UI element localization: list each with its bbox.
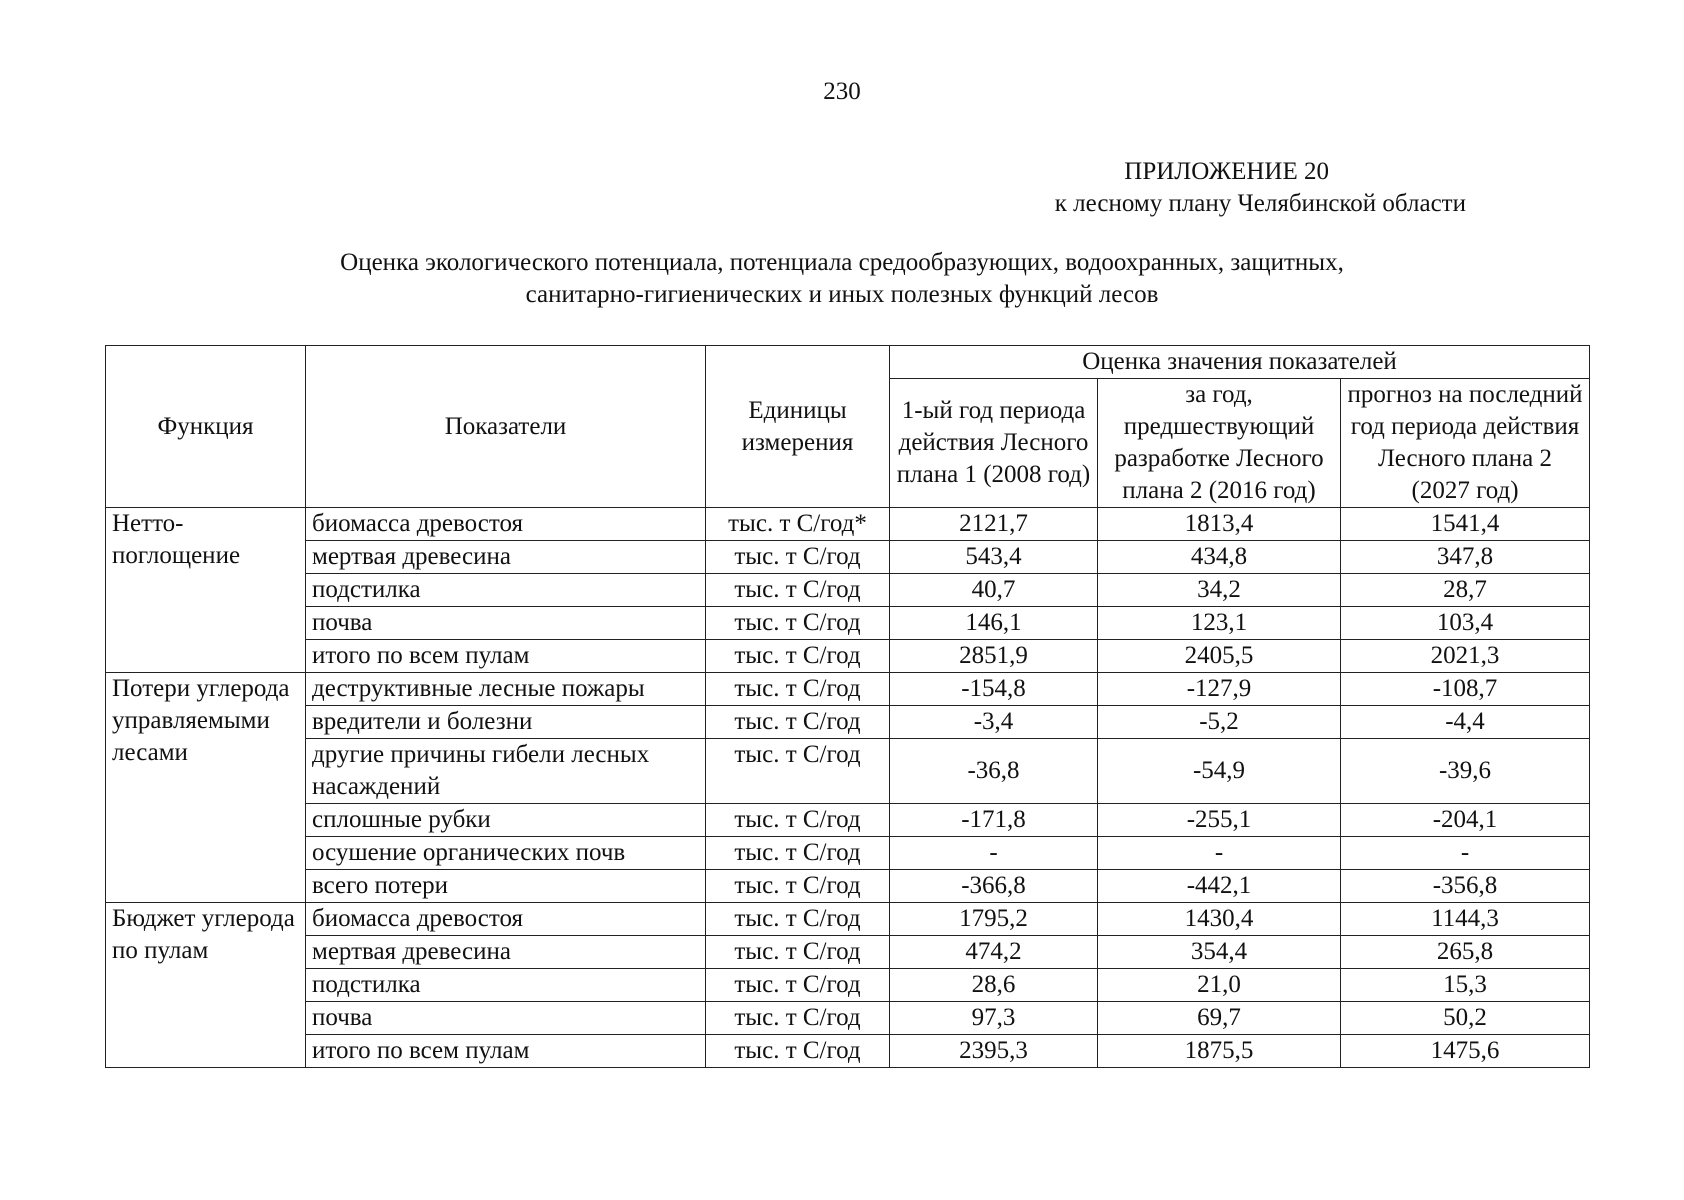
table-row [106, 1002, 1590, 1035]
value-2008-cell: 474,2 [890, 936, 1098, 969]
function-cell: Бюджет углерода по пулам [106, 903, 306, 1068]
value-2016-cell: -5,2 [1098, 706, 1341, 739]
value-2016-cell: 1875,5 [1098, 1035, 1341, 1068]
appendix-title: ПРИЛОЖЕНИЕ 20 [1124, 158, 1329, 185]
table-row [106, 706, 1590, 739]
unit-cell: тыс. т С/год [706, 903, 890, 936]
value-2016-cell: 434,8 [1098, 541, 1341, 574]
indicator-cell: подстилка [306, 969, 706, 1002]
document-title-line-1: Оценка экологического потенциала, потенциала средообразующих, водоохранных, защитных, [340, 249, 1344, 276]
header-col-2016: за год, предшествующий разработке Лесного плана 2 (2016 год) [1098, 379, 1341, 508]
value-2016-cell: - [1098, 837, 1341, 870]
value-2008-cell: 2121,7 [890, 508, 1098, 541]
appendix-header [1055, 156, 1466, 220]
value-2027-cell: 15,3 [1341, 969, 1590, 1002]
indicator-cell: мертвая древесина [306, 541, 706, 574]
value-2016-cell: 1430,4 [1098, 903, 1341, 936]
document-title [0, 247, 1684, 311]
value-2016-cell: -54,9 [1098, 739, 1341, 804]
value-2016-cell: -442,1 [1098, 870, 1341, 903]
table-row [106, 1035, 1590, 1068]
table-row [106, 903, 1590, 936]
value-2027-cell: 28,7 [1341, 574, 1590, 607]
value-2008-cell: 543,4 [890, 541, 1098, 574]
value-2016-cell: 21,0 [1098, 969, 1341, 1002]
table-row [106, 673, 1590, 706]
header-indicators: Показатели [306, 346, 706, 508]
value-2016-cell: 2405,5 [1098, 640, 1341, 673]
table-row [106, 969, 1590, 1002]
value-2027-cell: -108,7 [1341, 673, 1590, 706]
value-2008-cell: -154,8 [890, 673, 1098, 706]
value-2016-cell: 123,1 [1098, 607, 1341, 640]
table-row [106, 936, 1590, 969]
value-2008-cell: -36,8 [890, 739, 1098, 804]
indicator-cell: почва [306, 607, 706, 640]
value-2016-cell: 354,4 [1098, 936, 1341, 969]
table-row [106, 607, 1590, 640]
value-2008-cell: 146,1 [890, 607, 1098, 640]
indicator-cell: мертвая древесина [306, 936, 706, 969]
value-2016-cell: 1813,4 [1098, 508, 1341, 541]
document-title-line-2: санитарно-гигиенических и иных полезных функций лесов [525, 281, 1159, 308]
unit-cell: тыс. т С/год [706, 574, 890, 607]
forest-functions-table [105, 345, 1590, 1068]
value-2027-cell: -39,6 [1341, 739, 1590, 804]
value-2016-cell: 69,7 [1098, 1002, 1341, 1035]
table-row [106, 837, 1590, 870]
unit-cell: тыс. т С/год [706, 607, 890, 640]
value-2027-cell: 2021,3 [1341, 640, 1590, 673]
unit-cell: тыс. т С/год [706, 804, 890, 837]
header-assessment-group: Оценка значения показателей [890, 346, 1590, 379]
unit-cell: тыс. т С/год [706, 936, 890, 969]
value-2008-cell: 40,7 [890, 574, 1098, 607]
value-2027-cell: 1475,6 [1341, 1035, 1590, 1068]
table-body [106, 508, 1590, 1068]
value-2008-cell: -3,4 [890, 706, 1098, 739]
value-2027-cell: 265,8 [1341, 936, 1590, 969]
function-cell: Потери углерода управляемыми лесами [106, 673, 306, 903]
indicator-cell: деструктивные лесные пожары [306, 673, 706, 706]
unit-cell: тыс. т С/год [706, 739, 890, 804]
indicator-cell: осушение органических почв [306, 837, 706, 870]
indicator-cell: всего потери [306, 870, 706, 903]
value-2008-cell: 2395,3 [890, 1035, 1098, 1068]
value-2008-cell: 2851,9 [890, 640, 1098, 673]
table-row [106, 870, 1590, 903]
table-row [106, 508, 1590, 541]
value-2008-cell: 1795,2 [890, 903, 1098, 936]
table-row [106, 640, 1590, 673]
table-row [106, 574, 1590, 607]
unit-cell: тыс. т С/год [706, 1002, 890, 1035]
indicator-cell: подстилка [306, 574, 706, 607]
unit-cell: тыс. т С/год [706, 1035, 890, 1068]
header-col-2008: 1-ый год периода действия Лесного плана 1 (2008 год) [890, 379, 1098, 508]
indicator-cell: вредители и болезни [306, 706, 706, 739]
unit-cell: тыс. т С/год [706, 541, 890, 574]
indicator-cell: другие причины гибели лесных насаждений [306, 739, 706, 804]
value-2008-cell: - [890, 837, 1098, 870]
unit-cell: тыс. т С/год* [706, 508, 890, 541]
value-2016-cell: -255,1 [1098, 804, 1341, 837]
value-2027-cell: -356,8 [1341, 870, 1590, 903]
table-row [106, 804, 1590, 837]
indicator-cell: биомасса древостоя [306, 903, 706, 936]
appendix-subtitle: к лесному плану Челябинской области [1054, 190, 1466, 217]
value-2027-cell: 103,4 [1341, 607, 1590, 640]
unit-cell: тыс. т С/год [706, 640, 890, 673]
value-2027-cell: 347,8 [1341, 541, 1590, 574]
page-number: 230 [823, 78, 861, 105]
indicator-cell: биомасса древостоя [306, 508, 706, 541]
indicator-cell: итого по всем пулам [306, 1035, 706, 1068]
value-2016-cell: -127,9 [1098, 673, 1341, 706]
value-2027-cell: 50,2 [1341, 1002, 1590, 1035]
indicator-cell: сплошные рубки [306, 804, 706, 837]
table-row [106, 739, 1590, 804]
unit-cell: тыс. т С/год [706, 673, 890, 706]
value-2008-cell: -366,8 [890, 870, 1098, 903]
unit-cell: тыс. т С/год [706, 969, 890, 1002]
value-2027-cell: 1541,4 [1341, 508, 1590, 541]
value-2016-cell: 34,2 [1098, 574, 1341, 607]
value-2027-cell: -4,4 [1341, 706, 1590, 739]
value-2027-cell: - [1341, 837, 1590, 870]
header-units: Единицы измерения [706, 346, 890, 508]
indicator-cell: почва [306, 1002, 706, 1035]
value-2008-cell: -171,8 [890, 804, 1098, 837]
indicator-cell: итого по всем пулам [306, 640, 706, 673]
unit-cell: тыс. т С/год [706, 837, 890, 870]
value-2008-cell: 97,3 [890, 1002, 1098, 1035]
table-row [106, 541, 1590, 574]
header-function: Функция [106, 346, 306, 508]
header-col-2027: прогноз на последний год периода действия Лесного плана 2 (2027 год) [1341, 379, 1590, 508]
value-2008-cell: 28,6 [890, 969, 1098, 1002]
value-2027-cell: 1144,3 [1341, 903, 1590, 936]
unit-cell: тыс. т С/год [706, 870, 890, 903]
function-cell: Нетто-поглощение [106, 508, 306, 673]
value-2027-cell: -204,1 [1341, 804, 1590, 837]
unit-cell: тыс. т С/год [706, 706, 890, 739]
